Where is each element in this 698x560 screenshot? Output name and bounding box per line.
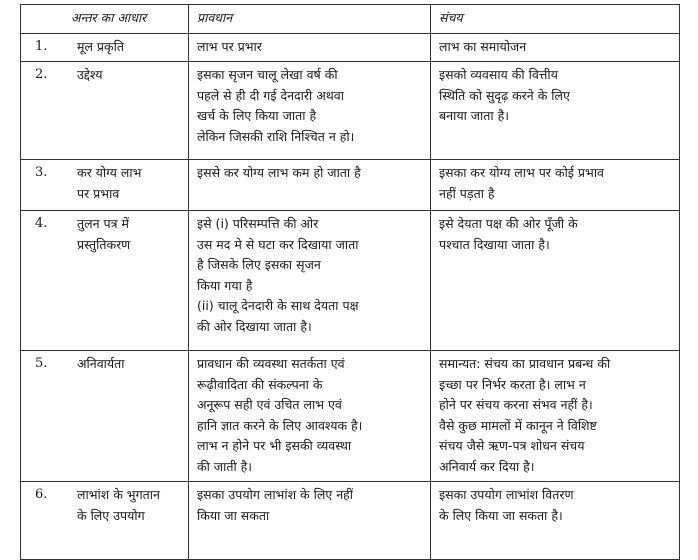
reserve-text: इसका उपयोग लाभांश वितरण (439, 487, 574, 502)
basis-cell (21, 33, 189, 62)
reserve-text: समान्यत: संचय का प्रावधान प्रबन्ध की (439, 356, 611, 371)
reserve-text: लाभ का समायोजन (439, 38, 527, 54)
row-number: 4. (35, 216, 48, 231)
provision-text: पहले से ही दी गई देनदारी अथवा (197, 87, 344, 103)
reserve-text: अनिवार्य कर दिया है। (439, 458, 535, 474)
header-provision: प्रावधान (189, 5, 431, 34)
reserve-text: संचय जैसे ऋण-पत्र शोधन संचय (439, 438, 585, 453)
row-number: 3. (35, 165, 48, 180)
provision-text: हानि ज्ञात करने के लिए आवश्यक है। (197, 417, 363, 433)
reserve-text: बनाया जाता है। (439, 108, 509, 123)
basis-text: कर योग्य लाभ (77, 165, 142, 180)
basis-cell (21, 62, 189, 160)
basis-text: के लिए उपयोग (77, 507, 145, 523)
reserve-text: इसे देयता पक्ष की ओर पूँजी के (439, 216, 578, 231)
reserve-text: वैसे कुछ मामलों में कानून ने विशिष्ट (439, 417, 597, 433)
provision-text: इसका सृजन चालू लेखा वर्ष की (197, 67, 338, 82)
basis-text: प्रस्तुतिकरण (77, 236, 131, 252)
provision-text: की जाती है। (197, 458, 253, 474)
reserve-text: इसको व्यवसाय की वित्तीय (439, 67, 558, 82)
table-row (21, 482, 680, 560)
table-row (21, 211, 680, 351)
reserve-cell (431, 160, 680, 211)
row-number: 2. (35, 67, 48, 82)
reserve-text: इसका कर योग्य लाभ पर कोई प्रभाव (439, 165, 605, 180)
reserve-text: के लिए किया जा सकता है। (439, 507, 563, 523)
provision-text: लाभ न होने पर भी इसकी व्यवस्था (197, 438, 352, 453)
basis-text: पर प्रभाव (77, 185, 120, 201)
basis-cell (21, 482, 189, 560)
reserve-cell (431, 33, 680, 62)
table-row (21, 62, 680, 160)
provision-cell (189, 351, 431, 482)
reserve-text: पश्चात दिखाया जाता है। (439, 236, 550, 252)
table-row (21, 160, 680, 211)
provision-cell (189, 482, 431, 560)
table-row (21, 33, 680, 62)
provision-cell (189, 160, 431, 211)
provision-text: इससे कर योग्य लाभ कम हो जाता है (197, 165, 361, 180)
table-row (21, 351, 680, 482)
basis-cell (21, 211, 189, 351)
provision-text: (ii) चालू देनदारी के साथ देयता पक्ष (197, 298, 359, 313)
provision-text: रूढ़ीवादिता की संकल्पना के (197, 376, 323, 392)
provision-text: उस मद मे से घटा कर दिखाया जाता (197, 236, 359, 252)
provision-text: किया जा सकता (197, 507, 270, 523)
reserve-text: होने पर संचय करना संभव नहीं है। (439, 397, 593, 412)
basis-text: लाभांश के भुगतान (77, 487, 160, 502)
reserve-text: नहीं पड़ता है (439, 185, 495, 201)
reserve-text: इच्छा पर निर्भर करता है। लाभ न (439, 376, 586, 392)
basis-text: उद्देश्य (77, 67, 103, 82)
comparison-table (20, 4, 680, 560)
header-reserve: संचय (431, 5, 680, 34)
provision-text: लाभ पर प्रभार (197, 38, 262, 54)
provision-text: प्रावधान की व्यवस्था सतर्कता एवं (197, 356, 345, 371)
provision-cell (189, 211, 431, 351)
row-number: 5. (35, 356, 48, 371)
provision-text: किया गया है (197, 277, 253, 293)
reserve-cell (431, 482, 680, 560)
header-row (21, 5, 680, 34)
reserve-cell (431, 351, 680, 482)
provision-text: इसका उपयोग लाभांश के लिए नहीं (197, 487, 354, 502)
provision-text: की ओर दिखाया जाता है। (197, 318, 312, 334)
provision-text: खर्च के लिए किया जाता है (197, 108, 317, 123)
provision-text: है जिसके लिए इसका सृजन (197, 257, 321, 272)
basis-text: अनिवार्यता (77, 356, 125, 371)
basis-cell (21, 160, 189, 211)
provision-text: अनूरूप सही एवं उचित लाभ एवं (197, 397, 342, 412)
reserve-text: स्थिति को सुदृढ़ करने के लिए (439, 87, 570, 103)
reserve-cell (431, 62, 680, 160)
provision-cell (189, 33, 431, 62)
reserve-cell (431, 211, 680, 351)
provision-text: इसे (i) परिसम्पत्ति की ओर (197, 216, 319, 231)
basis-text: तुलन पत्र में (77, 216, 129, 231)
basis-cell (21, 351, 189, 482)
header-basis: अन्तर का आधार (21, 5, 189, 34)
row-number: 1. (35, 38, 48, 54)
provision-text: लेकिन जिसकी राशि निश्चित न हो। (197, 128, 355, 144)
row-number: 6. (35, 487, 48, 502)
basis-text: मूल प्रकृति (77, 38, 124, 54)
provision-cell (189, 62, 431, 160)
